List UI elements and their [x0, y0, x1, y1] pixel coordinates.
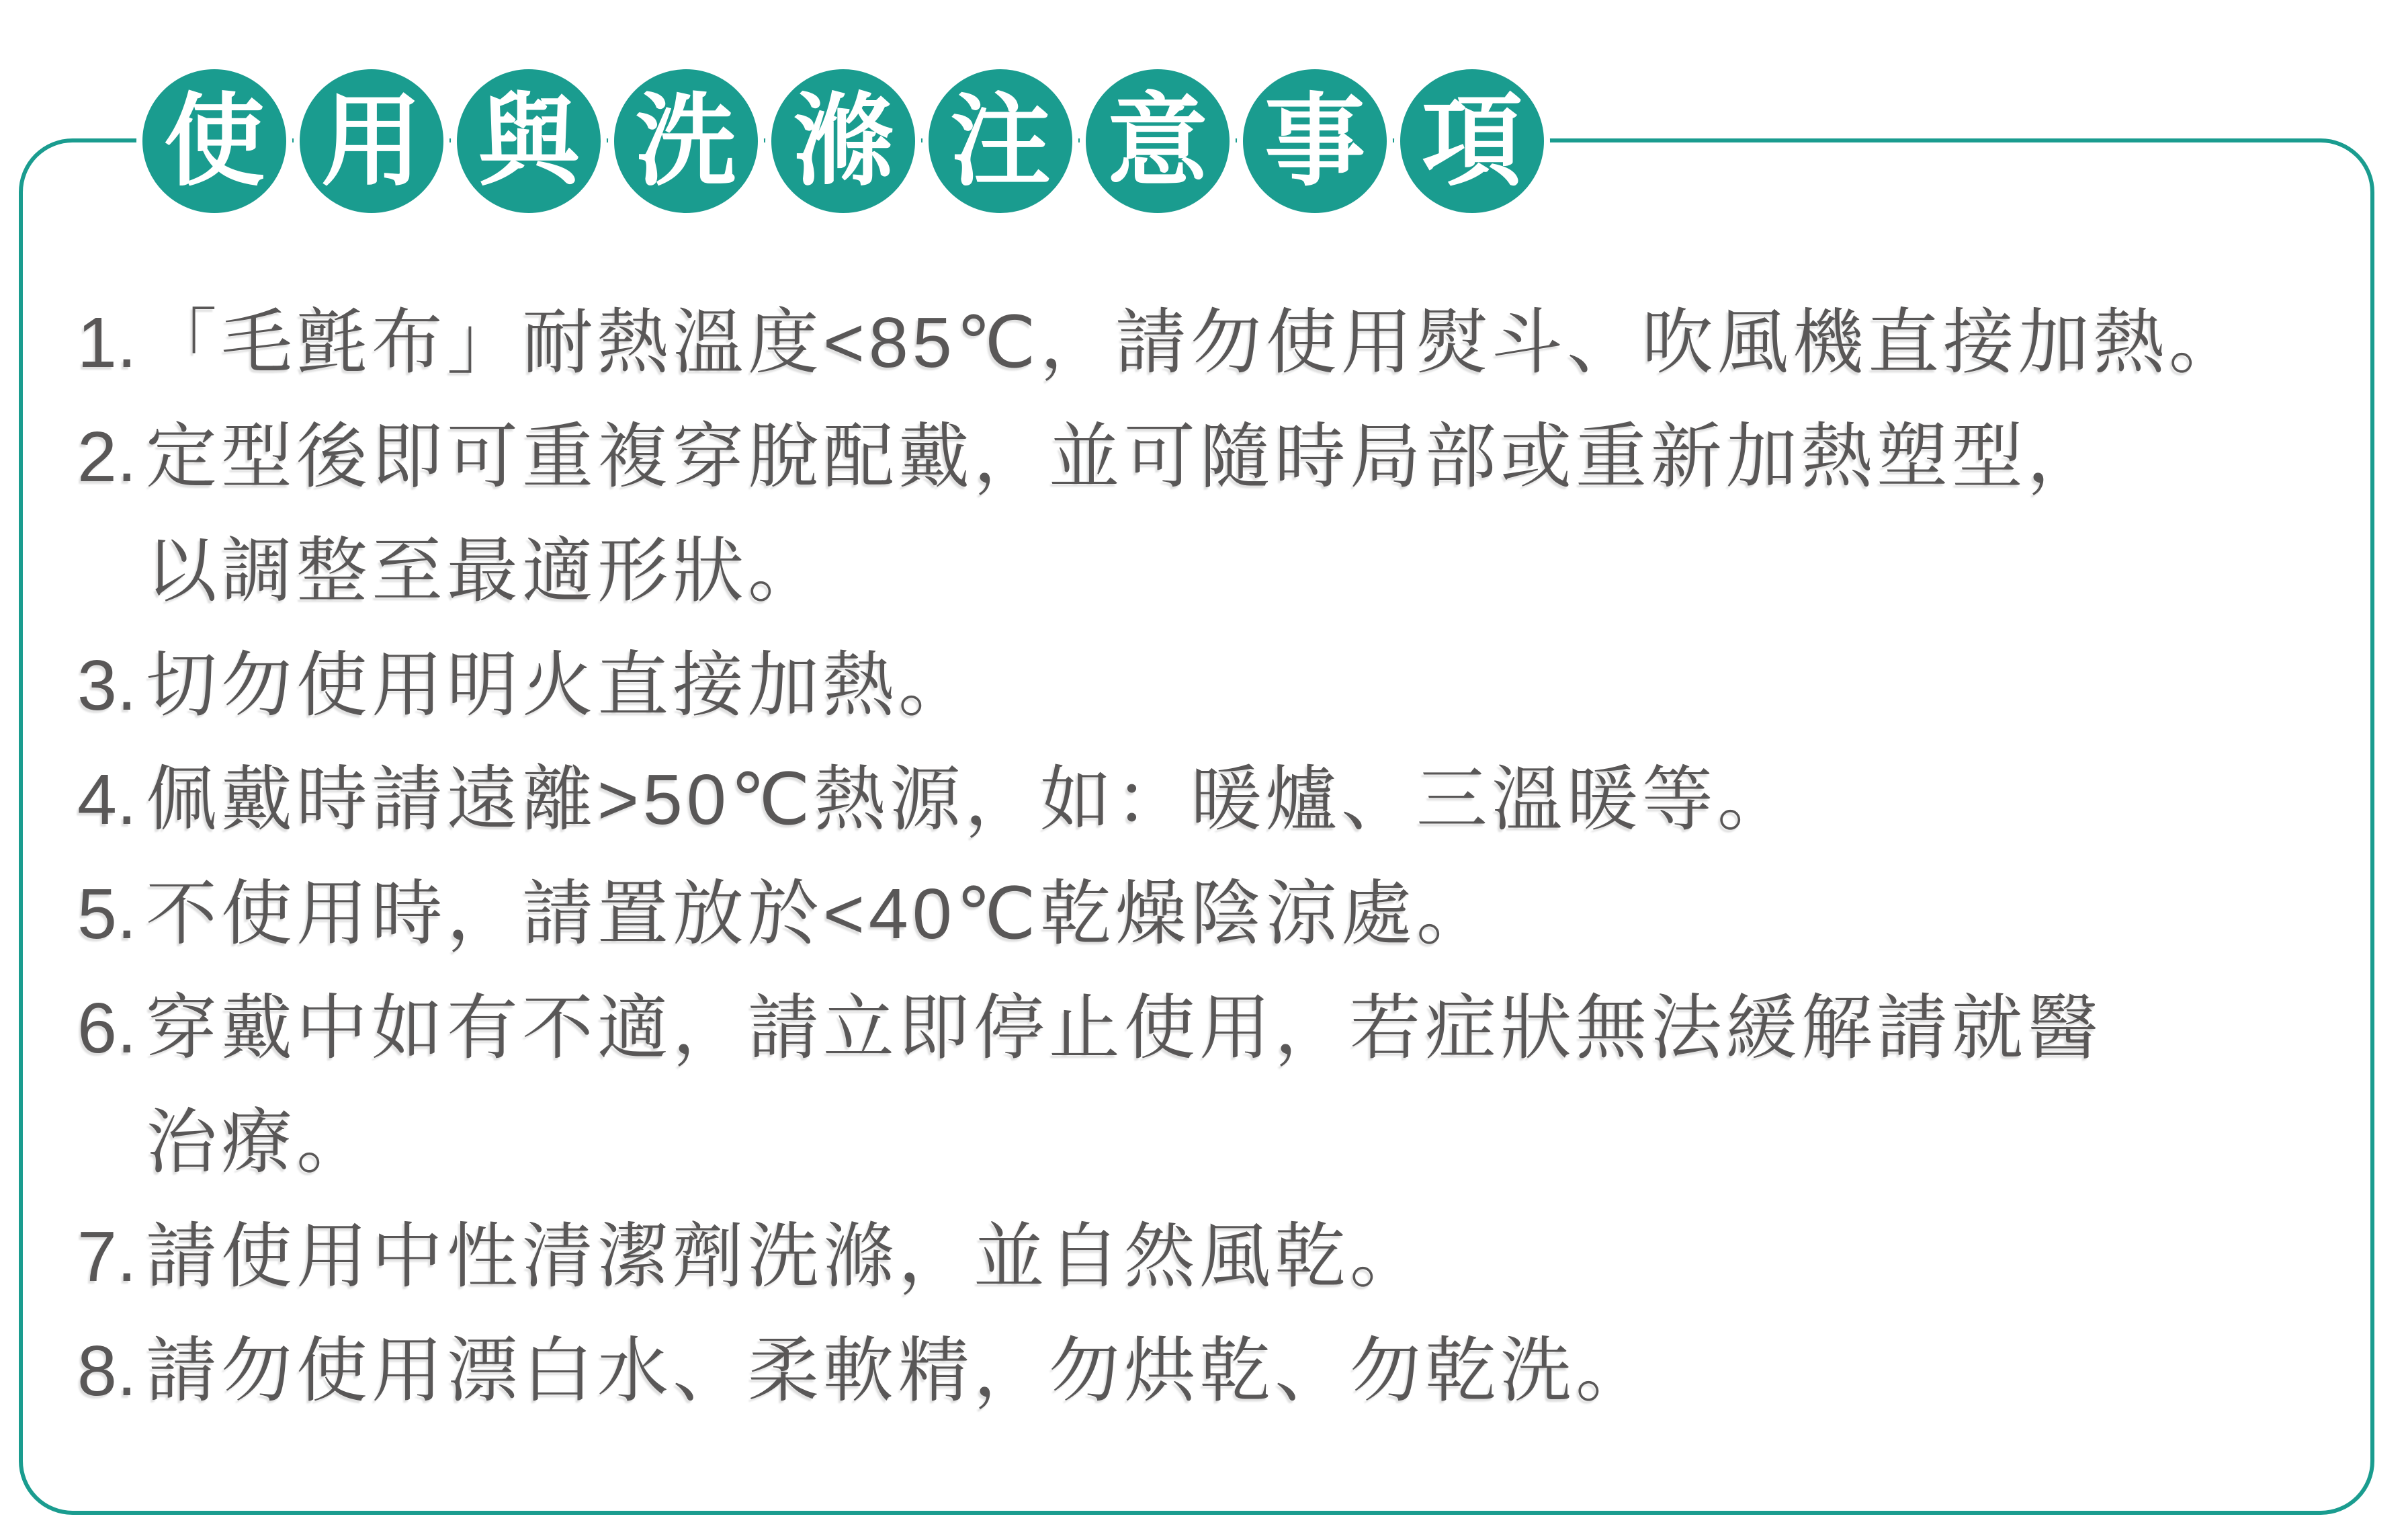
notes-list — [77, 286, 2328, 1428]
title-circle — [1237, 63, 1393, 219]
item-number: 6. — [77, 989, 137, 1068]
title-circle — [922, 63, 1078, 219]
title-character: 注 — [949, 85, 1051, 198]
item-number: 8. — [77, 1331, 137, 1411]
item-text — [146, 400, 2328, 628]
title-circle — [451, 63, 607, 219]
item-line: 「毛氈布」耐熱溫度<85℃，請勿使用熨斗、吹風機直接加熱。 — [146, 303, 2244, 382]
item-number: 1. — [77, 303, 137, 382]
title-circle — [136, 63, 292, 219]
item-line: 請勿使用漂白水、柔軟精，勿烘乾、勿乾洗。 — [146, 1331, 1651, 1411]
item-line: 佩戴時請遠離>50℃熱源，如：暖爐、三溫暖等。 — [146, 760, 1793, 839]
title-circle — [1080, 63, 1236, 219]
title-character: 洗 — [635, 85, 736, 198]
list-item — [77, 286, 2328, 400]
item-number: 4. — [77, 760, 137, 839]
item-line: 不使用時，請置放於<40℃乾燥陰涼處。 — [146, 874, 1492, 954]
item-line: 穿戴中如有不適，請立即停止使用，若症狀無法緩解請就醫 — [146, 989, 2102, 1068]
item-line: 請使用中性清潔劑洗滌，並自然風乾。 — [146, 1217, 1425, 1296]
item-line: 治療。 — [146, 1103, 372, 1182]
item-line: 以調整至最適形狀。 — [146, 532, 823, 611]
title-character: 意 — [1107, 85, 1208, 198]
title-character: 滌 — [792, 85, 894, 198]
item-text — [146, 1314, 2328, 1428]
title-circle — [765, 63, 921, 219]
item-number: 3. — [77, 646, 137, 725]
item-line: 定型後即可重複穿脫配戴，並可隨時局部或重新加熱塑型， — [146, 417, 2102, 497]
title-circle — [608, 63, 764, 219]
card-title — [136, 63, 1550, 219]
list-item — [77, 400, 2328, 628]
item-number: 5. — [77, 874, 137, 954]
item-line: 切勿使用明火直接加熱。 — [146, 646, 974, 725]
title-character: 與 — [478, 85, 579, 198]
item-number: 7. — [77, 1217, 137, 1296]
list-item — [77, 971, 2328, 1200]
list-item — [77, 857, 2328, 971]
title-character: 事 — [1264, 85, 1365, 198]
title-character: 用 — [320, 85, 422, 198]
title-circle — [1394, 63, 1550, 219]
list-item — [77, 1200, 2328, 1314]
list-item — [77, 628, 2328, 743]
list-item — [77, 743, 2328, 857]
item-text — [146, 971, 2328, 1200]
list-item — [77, 1314, 2328, 1428]
title-character: 項 — [1421, 85, 1522, 198]
item-text — [146, 286, 2328, 400]
item-number: 2. — [77, 417, 137, 497]
title-circle — [294, 63, 449, 219]
item-text — [146, 1200, 2328, 1314]
item-text — [146, 857, 2328, 971]
item-text — [146, 628, 2328, 743]
item-text — [146, 743, 2328, 857]
title-character: 使 — [163, 85, 265, 198]
